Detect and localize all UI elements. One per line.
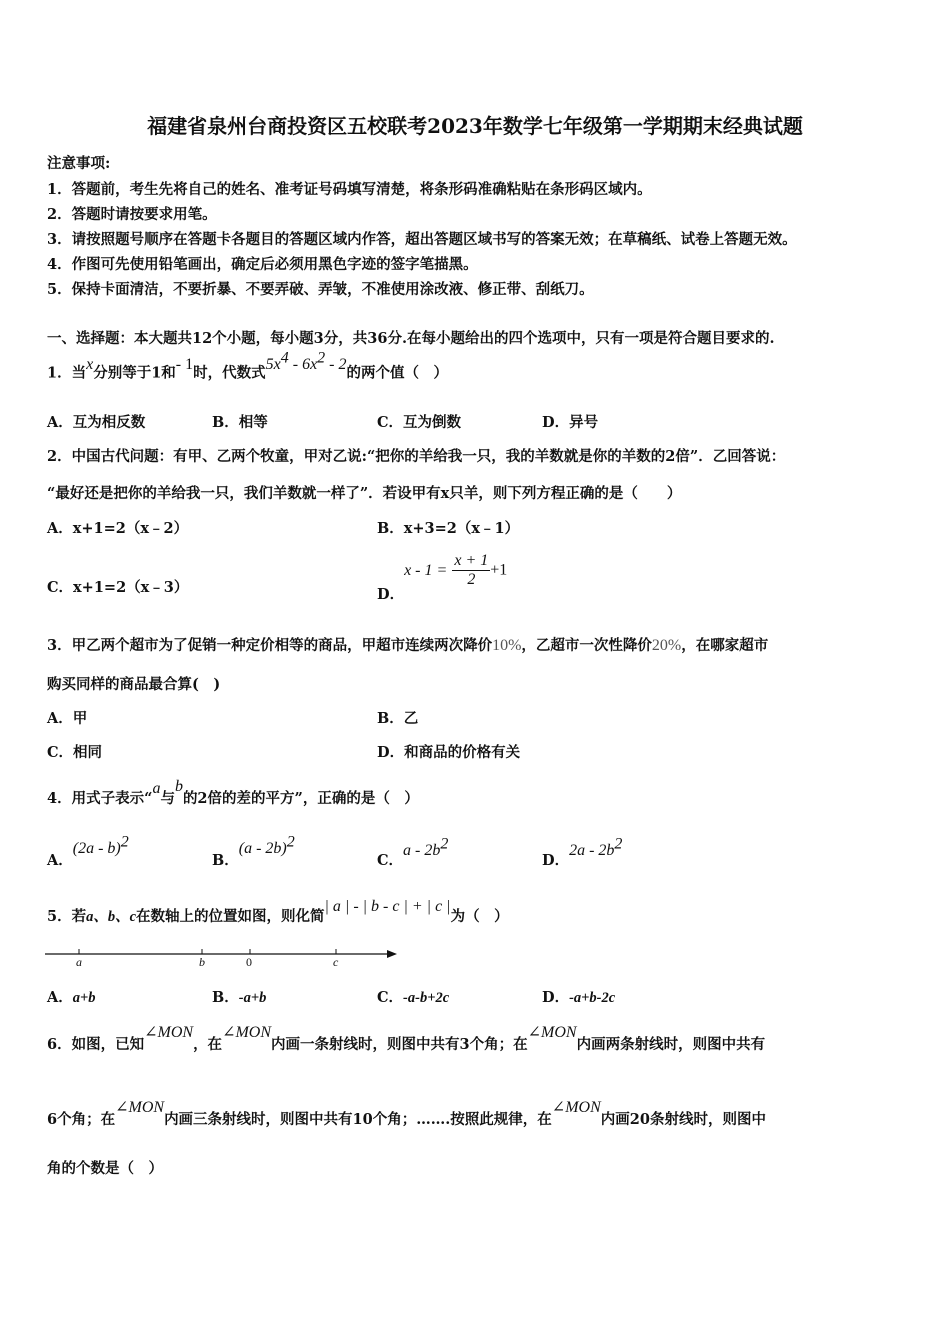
- notice-item-2: 2．答题时请按要求用笔。: [47, 206, 217, 223]
- number-line-svg: [45, 943, 405, 973]
- question-2-line-2: “最好还是把你的羊给我一只，我们羊数就一样了”．若设甲有x只羊，则下列方程正确的是（ ）: [47, 485, 682, 502]
- q4-option-b: B．(a - 2b)$^2$: [212, 834, 295, 870]
- number-line: [45, 943, 405, 973]
- q3-option-c: C．相同: [47, 744, 103, 761]
- section-heading: 一、选择题：本大题共12个小题，每小题3分，共36分.在每小题给出的四个选项中，只有一项是符合题目要求的.: [47, 330, 775, 347]
- q1-option-b: B．相等: [212, 414, 268, 431]
- q1-option-a: A．互为相反数: [47, 414, 146, 431]
- notice-heading: 注意事项:: [47, 155, 111, 172]
- q5-option-c: C．-a-b+2c: [377, 989, 450, 1006]
- q2-option-d: D．x - 1 = $\frac{x + 1}{2}$ +1: [377, 552, 508, 603]
- q4-option-d: D．$2a - 2b^2$: [542, 836, 623, 870]
- q2-option-c: C．x+1=2（x﹣3）: [47, 579, 189, 596]
- q4-option-a: A．(2a - b)$^2$: [47, 834, 129, 870]
- q2-option-b: B．x+3=2（x﹣1）: [377, 520, 520, 537]
- q5-option-d: D．-a+b-2c: [542, 989, 616, 1006]
- arrow-icon: [387, 950, 397, 958]
- notice-item-5: 5．保持卡面清洁，不要折暴、不要弄破、弄皱，不准使用涂改液、修正带、刮纸刀。: [47, 281, 594, 298]
- question-5-stem: 5．若a、b、c在数轴上的位置如图，则化简| a | - | b - c | + | c |为（ ）: [47, 898, 509, 925]
- question-6-line-3: 角的个数是（ ）: [47, 1160, 163, 1177]
- question-2-line-1: 2．中国古代问题：有甲、乙两个牧童，甲对乙说:“把你的羊给我一只，我的羊数就是你的羊数的2倍”．乙回答说：: [47, 448, 786, 465]
- label-a: a: [76, 955, 82, 969]
- page-title: 福建省泉州台商投资区五校联考2023年数学七年级第一学期期末经典试题: [147, 114, 803, 138]
- question-3-line-2: 购买同样的商品最合算( ): [47, 676, 221, 693]
- q1-option-d: D．异号: [542, 414, 599, 431]
- question-1-stem: 1．当x分别等于1和- 1时，代数式$5x^4 - 6x^2 - 2$的两个值（ ）: [47, 350, 448, 382]
- notice-item-3: 3．请按照题号顺序在答题卡各题目的答题区域内作答，超出答题区域书写的答案无效；在草稿纸、试卷上答题无效。: [47, 231, 797, 248]
- notice-item-4: 4．作图可先使用铅笔画出，确定后必须用黑色字迹的签字笔描黑。: [47, 256, 478, 273]
- question-6-line-2: 6个角；在∠MON内画三条射线时，则图中共有10个角；…….按照此规律，在∠MON内画20条射线时，则图中: [47, 1099, 766, 1128]
- q3-option-a: A．甲: [47, 710, 88, 727]
- q5-option-a: A．a+b: [47, 989, 96, 1006]
- label-c: c: [333, 955, 339, 969]
- question-3-line-1: 3．甲乙两个超市为了促销一种定价相等的商品，甲超市连续两次降价10%，乙超市一次性降价20%，在哪家超市: [47, 637, 769, 654]
- notice-item-1: 1．答题前，考生先将自己的姓名、准考证号码填写清楚，将条形码准确粘贴在条形码区域内。: [47, 181, 652, 198]
- question-4-stem: 4．用式子表示“a与b的2倍的差的平方”，正确的是（ ）: [47, 778, 419, 807]
- q2-option-a: A．x+1=2（x﹣2）: [47, 520, 189, 537]
- question-6-line-1: 6．如图，已知∠MON，在∠MON内画一条射线时，则图中共有3个角；在∠MON内画两条射线时，则图中共有: [47, 1024, 766, 1053]
- q4-option-c: C．a - $2b^2$: [377, 836, 449, 870]
- q3-option-b: B．乙: [377, 710, 419, 727]
- label-0: 0: [246, 955, 252, 969]
- label-b: b: [199, 955, 205, 969]
- q3-option-d: D．和商品的价格有关: [377, 744, 521, 761]
- q1-option-c: C．互为倒数: [377, 414, 462, 431]
- q5-option-b: B．-a+b: [212, 989, 267, 1006]
